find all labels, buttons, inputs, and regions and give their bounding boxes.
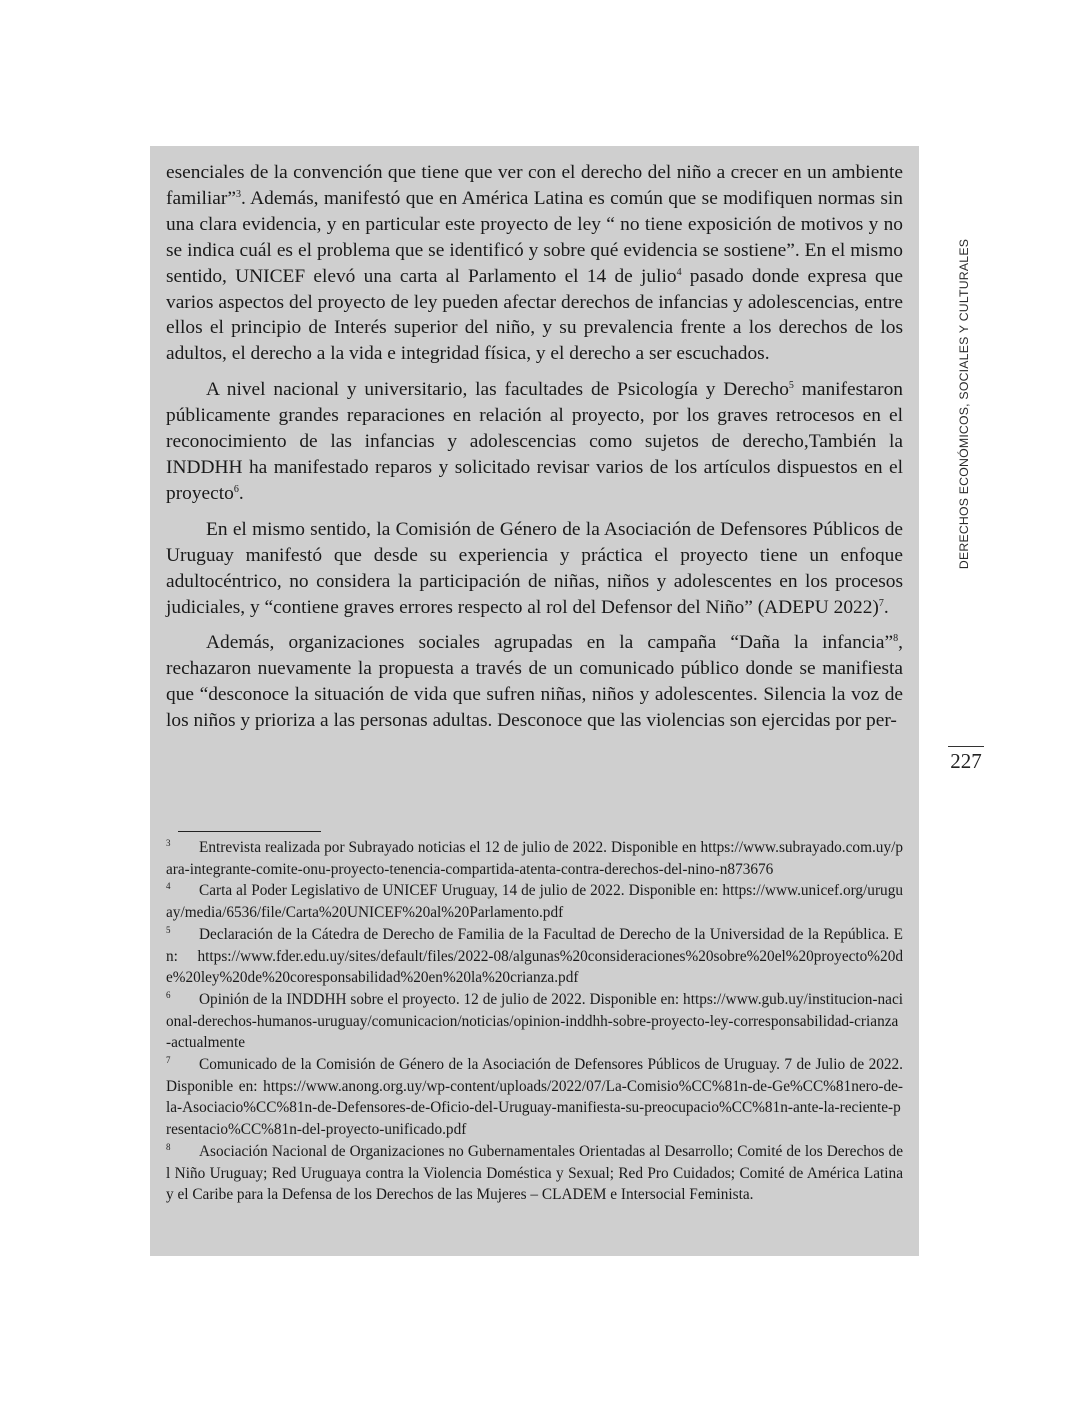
footnote-text: Comunicado de la Comisión de Género de la Asociación de Defensores Públicos de Uruguay. 7 de Julio de 2022. Disponible en: https://www.anong.org.uy/wp-content/uploads/2022/07/La-Comisio%CC%81n-de-Ge%CC%81nero-de-la-Asociacio%CC%81n-de-Defensores-de-Oficio-del-Uruguay-manifiesta-su-preocupacio%CC%81n-ante-la-reciente-presentacio%CC%81n-del-proyecto-unificado.pdf <box>166 1056 903 1139</box>
footnote: 8 Asociación Nacional de Organizaciones no Gubernamentales Orientadas al Desarrollo; Comité de los Derechos del Niño Uruguay; Red Uruguaya contra la Violencia Doméstica y Sexual; Red Pro Cuidados; Comité de América Latina y el Caribe para la Defensa de los Derechos de las Mujeres – CLADEM e Intersocial Feminista. <box>166 1141 903 1204</box>
paragraph-text: . <box>238 482 244 504</box>
paragraph <box>166 377 903 507</box>
footnote-text: Declaración de la Cátedra de Derecho de Familia de la Facultad de Derecho de la Universidad de la República. En: https://www.fder.edu.uy/sites/default/files/2022-08/algunas%20consideraciones%20sobre%20el%20proyecto%20de%20ley%20de%20coresponsabilidad%20en%20la%20crianza.pdf <box>166 925 903 987</box>
paragraph-text: En el mismo sentido, la Comisión de Género de la Asociación de Defensores Públicos de Uruguay manifestó que desde su experiencia y práctica el proyecto tiene un enfoque adultocéntrico, no considera la participación de niñas, niños y adolescentes en los procesos judiciales, y “contiene graves errores respecto al rol del Defensor del Niño” (ADEPU 2022) <box>166 518 903 618</box>
page-number-rule <box>948 746 984 747</box>
paragraph <box>166 517 903 621</box>
paragraph-text: Además, organizaciones sociales agrupadas en la campaña “Daña la infancia” <box>206 632 894 654</box>
footnote-text: Opinión de la INDDHH sobre el proyecto. 12 de julio de 2022. Disponible en: https://www.gub.uy/institucion-nacional-derechos-humanos-uruguay/comunicacion/noticias/opinion-inddhh-sobre-proyecto-ley-corresponsabilidad-crianza-actualmente <box>166 990 903 1052</box>
footnote-ref[interactable]: 8 <box>893 633 899 645</box>
footnote: 5 Declaración de la Cátedra de Derecho de Familia de la Facultad de Derecho de la Universidad de la República. En: https://www.fder.edu.uy/sites/default/files/2022-08/algunas%20consideraciones%20sobre%20el%20proyecto%20de%20ley%20de%20coresponsabilidad%20en%20la%20crianza.pdf <box>166 924 903 987</box>
footnote-ref[interactable]: 6 <box>233 483 239 495</box>
paragraph-text: . <box>883 596 889 618</box>
body-text <box>166 160 903 744</box>
footnote-separator <box>178 831 321 832</box>
paragraph-text: A nivel nacional y universitario, las facultades de Psicología y Derecho <box>206 379 789 401</box>
footnote: 4 Carta al Poder Legislativo de UNICEF Uruguay, 14 de julio de 2022. Disponible en: https://www.unicef.org/uruguay/media/6536/file/Carta%20UNICEF%20al%20Parlamento.pdf <box>166 881 903 922</box>
paragraph-text: manifestaron públicamente grandes reparaciones en relación al proyecto, por los graves retrocesos en el reconocimiento de las infancias y adolescencias como sujetos de derecho,También la INDDHH ha manifestado reparos y solicitado revisar varios de los artículos dispuestos en el proyecto <box>166 379 903 504</box>
paragraph-text: . Además, manifestó que en América Latina es común que se modifiquen normas sin una clara evidencia, y en particular este proyecto de ley “ no tiene exposición de motivos y no se indica cuál es el problema que se identificó y sobre qué evidencia se sostiene”. En el mismo sentido, UNICEF elevó una carta al Parlamento el 14 de julio <box>166 187 903 287</box>
section-title-text: DERECHOS ECONÓMICOS, SOCIALES Y CULTURALES <box>957 238 971 570</box>
footnote-text: Entrevista realizada por Subrayado noticias el 12 de julio de 2022. Disponible en https://www.subrayado.com.uy/para-integrante-comite-onu-proyecto-tenencia-compartida-atenta-contra-derechos-del-nino-n873676 <box>166 839 903 878</box>
footnote-ref[interactable]: 5 <box>788 380 794 392</box>
footnote-ref[interactable]: 3 <box>235 188 241 200</box>
paragraph-text: esenciales de la convención que tiene que ver con el derecho del niño a crecer en un ambiente familiar” <box>166 162 903 209</box>
paragraph-text: , rechazaron nuevamente la propuesta a través de un comunicado público donde se manifiesta que “desconoce la situación de vida que sufren niñas, niños y adolescentes. Silencia la voz de los niños y prioriza a las personas adultas. Desconoce que las violencias son ejercidas por per- <box>166 632 903 732</box>
footnotes <box>166 837 903 1206</box>
footnote: 3 Entrevista realizada por Subrayado noticias el 12 de julio de 2022. Disponible en https://www.subrayado.com.uy/para-integrante-comite-onu-proyecto-tenencia-compartida-atenta-contra-derechos-del-nino-n873676 <box>166 838 903 878</box>
paragraph-text: pasado donde expresa que varios aspectos del proyecto de ley pueden afectar derechos de infancias y adolescencias, entre ellos el principio de Interés superior del niño, y su prevalencia frente a los derechos de los adultos, el derecho a la vida e integridad física, y el derecho a ser escuchados. <box>166 265 903 365</box>
footnote: 7 Comunicado de la Comisión de Género de la Asociación de Defensores Públicos de Uruguay. 7 de Julio de 2022. Disponible en: https://www.anong.org.uy/wp-content/uploads/2022/07/La-Comisio%CC%81n-de-Ge%CC%81nero-de-la-Asociacio%CC%81n-de-Defensores-de-Oficio-del-Uruguay-manifiesta-su-preocupacio%CC%81n-ante-la-reciente-presentacio%CC%81n-del-proyecto-unificado.pdf <box>166 1055 903 1139</box>
footnote-ref[interactable]: 4 <box>676 266 682 278</box>
footnote-text: Asociación Nacional de Organizaciones no Gubernamentales Orientadas al Desarrollo; Comité de los Derechos del Niño Uruguay; Red Uruguaya contra la Violencia Doméstica y Sexual; Red Pro Cuidados; Comité de América Latina y el Caribe para la Defensa de los Derechos de las Mujeres – CLADEM e Intersocial Feminista. <box>166 1142 903 1204</box>
paragraph <box>166 160 903 367</box>
footnote-text: Carta al Poder Legislativo de UNICEF Uruguay, 14 de julio de 2022. Disponible en: https://www.unicef.org/uruguay/media/6536/file/Carta%20UNICEF%20al%20Parlamento.pdf <box>166 882 903 922</box>
page-number: 227 <box>950 749 982 773</box>
footnote: 6 Opinión de la INDDHH sobre el proyecto. 12 de julio de 2022. Disponible en: https://www.gub.uy/institucion-nacional-derechos-humanos-uruguay/comunicacion/noticias/opinion-inddhh-sobre-proyecto-ley-corresponsabilidad-crianza-actualmente <box>166 989 903 1052</box>
footnote-ref[interactable]: 7 <box>878 597 884 609</box>
paragraph <box>166 630 903 734</box>
